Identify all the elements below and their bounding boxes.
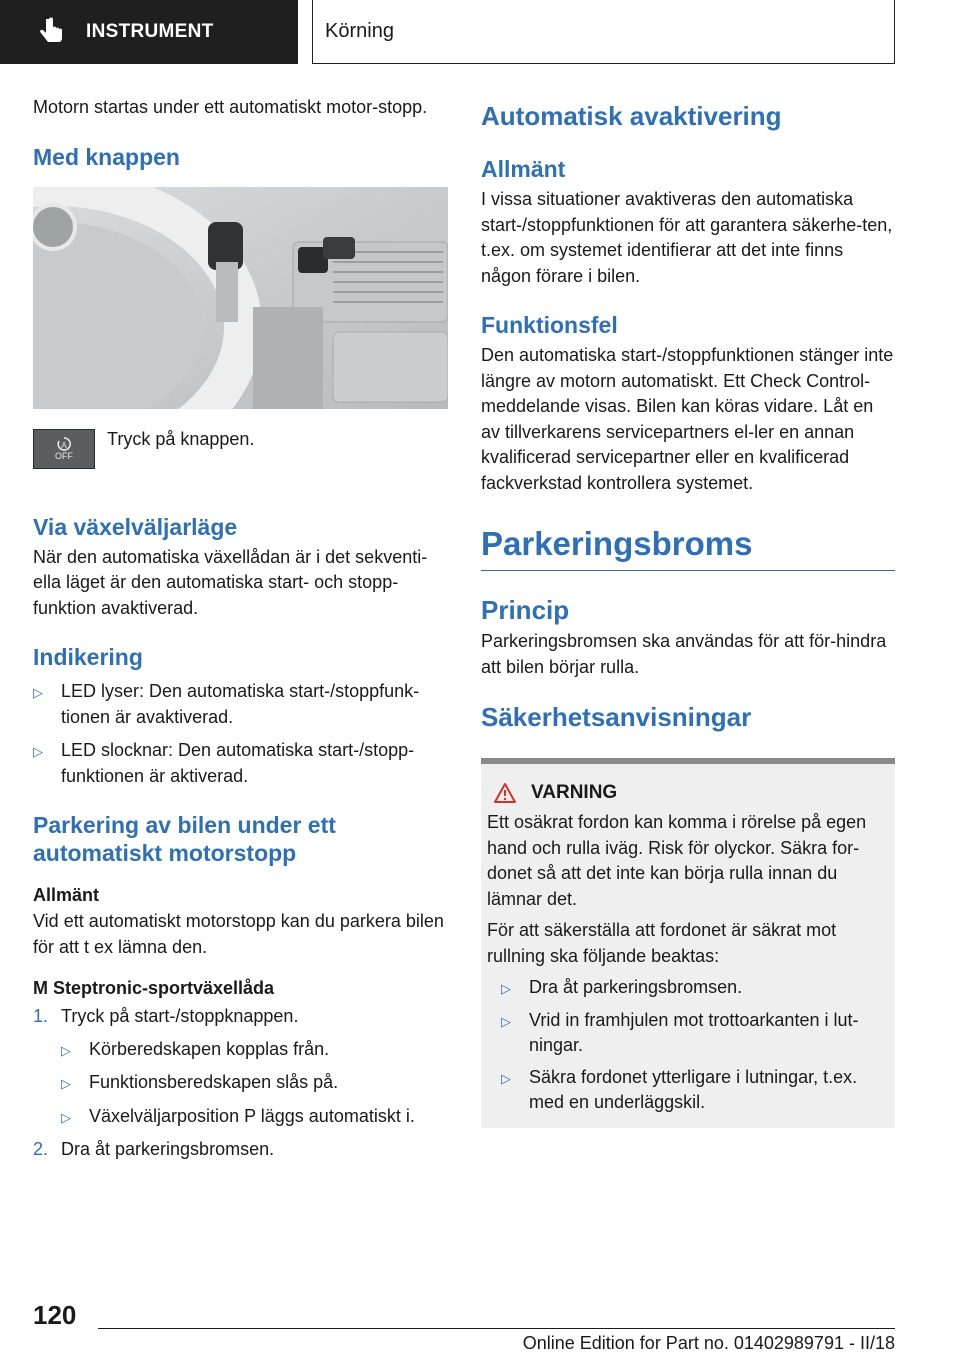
list-item-text: Körberedskapen kopplas från. — [89, 1038, 330, 1059]
step-item — [33, 1137, 448, 1163]
list-item — [33, 738, 448, 789]
step-number: 2. — [33, 1139, 49, 1159]
warning-title: VARNING — [531, 782, 618, 803]
triangle-bullet-icon: ▷ — [61, 1042, 71, 1058]
auto-a-icon — [54, 436, 74, 452]
hand-pointer-icon — [38, 17, 64, 47]
general-subheading: Allmänt — [33, 885, 100, 905]
triangle-bullet-icon: ▷ — [501, 1013, 511, 1029]
button-instruction-text: Tryck på knappen. — [107, 428, 255, 449]
list-item — [501, 1065, 889, 1116]
right-column — [481, 101, 895, 1128]
auto-deactivation-heading: Automatisk avaktivering — [481, 101, 782, 131]
fault-text: Den automatiska start-/stoppfunktionen stänger inte längre av motorn automatiskt. Ett Check Control-meddelande visas. Bilen kan köras vidare. Låt en av tillverkarens servicepartners el-ler en annan kvalificerad servicepartner eller en kvalificerad fackverkstad kontrollera systemet. — [481, 345, 894, 493]
list-item-text: Funktionsberedskapen slås på. — [89, 1072, 339, 1092]
warning-triangle-icon — [493, 782, 517, 804]
edition-footer: Online Edition for Part no. 01402989791 - II/18 — [522, 1333, 895, 1353]
indication-heading: Indikering — [33, 644, 143, 670]
general-text: Vid ett automatiskt motorstopp kan du parkera bilen för att t ex lämna den. — [33, 911, 444, 957]
list-item-text: Växelväljarposition P läggs automatiskt i. — [89, 1105, 415, 1126]
list-item-text: LED slocknar: Den automatiska start-/stopp-funktionen är aktiverad. — [61, 740, 415, 786]
via-selector-text: När den automatiska växellådan är i det sekventi-ella läget är den automatiska start- och stopp-funktion avaktiverad. — [33, 546, 428, 618]
list-item — [61, 1037, 448, 1064]
page-number: 120 — [33, 1300, 77, 1330]
via-selector-heading: Via växelväljarläge — [33, 513, 238, 540]
steps-list — [33, 1004, 448, 1163]
triangle-bullet-icon: ▷ — [501, 981, 511, 996]
step-text: Tryck på start-/stoppknappen. — [61, 1006, 299, 1026]
auto-start-stop-button-icon — [33, 429, 95, 469]
with-button-heading: Med knappen — [33, 143, 180, 170]
list-item — [61, 1070, 448, 1097]
warning-title-row — [487, 782, 889, 804]
triangle-bullet-icon: ▷ — [61, 1109, 71, 1125]
warning-box — [481, 758, 895, 1128]
list-item — [501, 975, 889, 1002]
button-icon-off-label: OFF — [55, 451, 73, 461]
step-text: Dra åt parkeringsbromsen. — [61, 1139, 275, 1159]
warning-list — [501, 975, 889, 1116]
sub-list — [61, 1037, 448, 1131]
principle-text: Parkeringsbromsen ska användas för att för-hindra att bilen börjar rulla. — [481, 631, 887, 677]
section-title-label: Körning — [325, 20, 394, 42]
parking-brake-section-title — [481, 524, 895, 571]
intro-text: Motorn startas under ett automatiskt motor-stopp. — [33, 97, 428, 117]
triangle-bullet-icon: ▷ — [33, 744, 43, 759]
list-item — [61, 1104, 448, 1131]
steptronic-subheading: M Steptronic-sportväxellåda — [33, 978, 275, 998]
step-number: 1. — [33, 1006, 49, 1026]
parking-heading: Parkering av bilen under ett automatiskt motorstopp — [33, 812, 336, 866]
list-item-text: Dra åt parkeringsbromsen. — [529, 977, 743, 997]
step-item — [33, 1004, 448, 1030]
list-item-text: LED lyser: Den automatiska start-/stoppfunk-tionen är avaktiverad. — [61, 681, 420, 727]
button-instruction-row — [33, 429, 448, 469]
principle-heading: Princip — [481, 595, 570, 625]
chapter-tab[interactable] — [0, 0, 298, 64]
triangle-bullet-icon: ▷ — [61, 1076, 71, 1091]
warning-text-2: För att säkerställa att fordonet är säkrat mot rullning ska följande beaktas: — [487, 920, 837, 966]
footer-divider — [98, 1328, 895, 1329]
dashboard-illustration — [33, 187, 448, 409]
svg-text:A: A — [61, 441, 67, 450]
list-item-text: Vrid in framhjulen mot trottoarkanten i lut-ningar. — [529, 1009, 859, 1055]
left-column — [33, 95, 448, 1163]
triangle-bullet-icon: ▷ — [501, 1070, 511, 1086]
safety-heading: Säkerhetsanvisningar — [481, 702, 752, 732]
dashboard-photo — [33, 187, 448, 409]
triangle-bullet-icon: ▷ — [33, 685, 43, 700]
section-title — [312, 0, 895, 64]
list-item — [501, 1008, 889, 1059]
right-general-text: I vissa situationer avaktiveras den automatiska start-/stoppfunktionen för att garantera säkerhe-ten, t.ex. om systemet identifierar att det inte finns någon förare i bilen. — [481, 189, 893, 286]
list-item-text: Säkra fordonet ytterligare i lutningar, t.ex. med en underläggskil. — [529, 1066, 858, 1112]
indication-list — [33, 679, 448, 789]
list-item — [33, 679, 448, 730]
chapter-tab-label: INSTRUMENT — [86, 21, 214, 42]
right-general-heading: Allmänt — [481, 156, 566, 182]
warning-text: Ett osäkrat fordon kan komma i rörelse på egen hand och rulla iväg. Risk för olyckor. Säkra for-donet så att det inte kan börja rulla innan du lämnar det. — [487, 812, 867, 909]
fault-heading: Funktionsfel — [481, 312, 618, 338]
parking-brake-heading: Parkeringsbroms — [481, 525, 753, 562]
